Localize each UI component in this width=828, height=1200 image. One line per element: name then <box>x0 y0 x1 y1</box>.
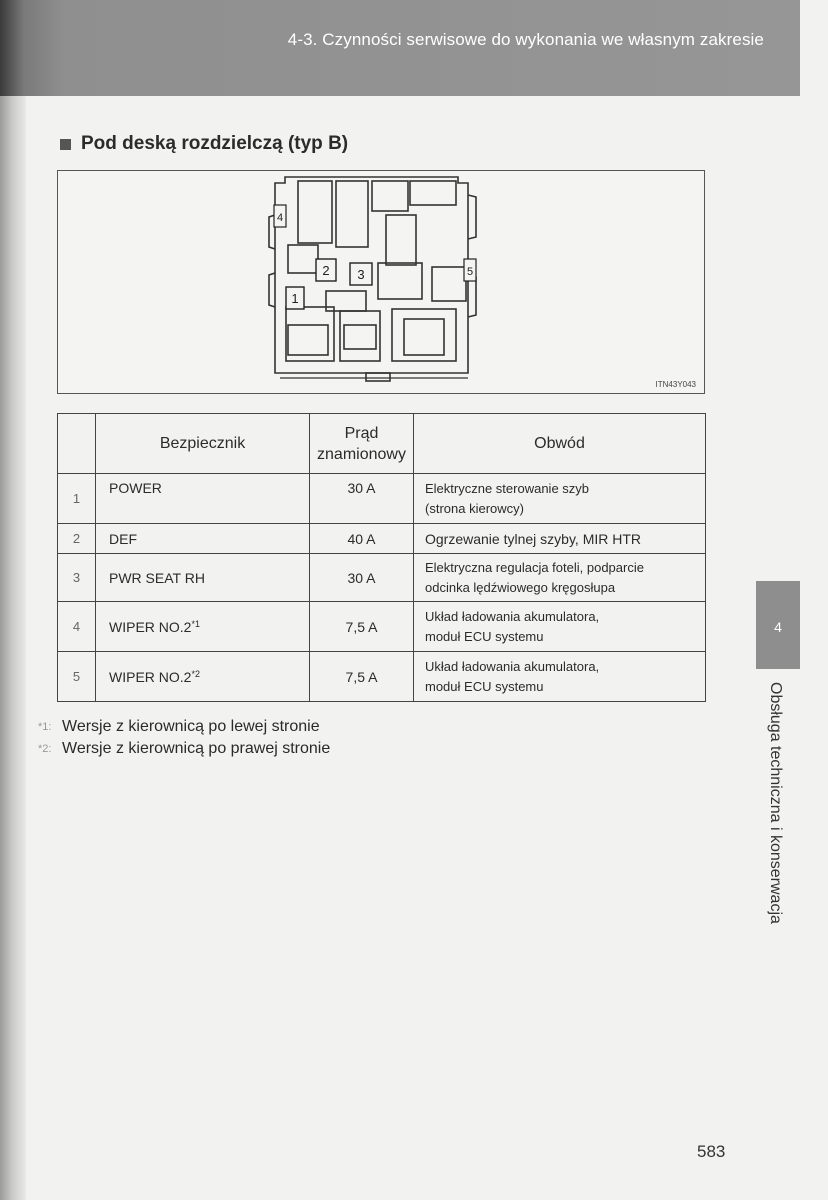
page-binding-shadow <box>0 0 26 1200</box>
circuit-line1: Elektryczne sterowanie szyb <box>425 480 590 496</box>
circuit-line1: Elektryczna regulacja foteli, podparcie <box>425 559 644 575</box>
chapter-title: Obsługa techniczna i konserwacja <box>767 682 784 924</box>
chapter-tab <box>756 581 800 669</box>
row-rating: 30 A <box>310 474 414 524</box>
circuit-line2: moduł ECU systemu <box>425 678 544 694</box>
svg-text:3: 3 <box>357 267 365 282</box>
table-header-row <box>58 414 706 474</box>
circuit-line2: moduł ECU systemu <box>425 628 544 644</box>
row-rating: 40 A <box>310 524 414 554</box>
fuse-table <box>57 413 706 702</box>
header-circuit: Obwód <box>414 414 706 474</box>
row-fuse-name <box>96 602 310 652</box>
fuse-name-text: WIPER NO.2 <box>109 668 192 685</box>
callout-4 <box>274 205 286 227</box>
page-number: 583 <box>697 1142 726 1161</box>
header-rating-line1: Prąd <box>344 424 379 442</box>
svg-text:5: 5 <box>466 266 474 278</box>
footnotes <box>38 716 330 760</box>
circuit-line2: odcinka lędźwiowego kręgosłupa <box>425 579 616 595</box>
row-number: 4 <box>58 602 96 652</box>
footnote <box>38 738 330 760</box>
table-row <box>58 524 706 554</box>
table-row <box>58 652 706 702</box>
footnote-ref: *1 <box>191 618 200 629</box>
row-number: 2 <box>58 524 96 554</box>
header-bar <box>0 0 800 96</box>
footnote-text: Wersje z kierownicą po prawej stronie <box>62 740 331 757</box>
chapter-number: 4 <box>774 619 782 635</box>
header-fuse: Bezpiecznik <box>96 414 310 474</box>
callout-2 <box>316 259 336 281</box>
circuit-line1: Układ ładowania akumulatora, <box>425 658 600 674</box>
row-fuse-name <box>96 652 310 702</box>
callout-1 <box>286 287 304 309</box>
footnote-text: Wersje z kierownicą po lewej stronie <box>62 718 320 735</box>
header-rating <box>310 414 414 474</box>
row-circuit <box>414 652 706 702</box>
callout-3 <box>350 263 372 285</box>
figure-code: ITN43Y043 <box>655 380 696 389</box>
footnote-ref: *2 <box>191 668 200 679</box>
fuse-name-text: WIPER NO.2 <box>109 618 192 635</box>
fuse-name-text: POWER <box>109 480 162 496</box>
row-fuse-name <box>96 554 310 602</box>
row-circuit <box>414 474 706 524</box>
row-rating: 7,5 A <box>310 602 414 652</box>
table-row <box>58 602 706 652</box>
row-number: 5 <box>58 652 96 702</box>
svg-text:4: 4 <box>276 212 284 224</box>
footnote <box>38 716 330 738</box>
fuse-box-diagram <box>268 175 484 389</box>
footnote-mark: *2: <box>38 743 52 755</box>
fuse-name-text: DEF <box>109 530 137 547</box>
footnote-mark: *1: <box>38 721 52 733</box>
row-circuit: Ogrzewanie tylnej szyby, MIR HTR <box>414 524 706 554</box>
row-circuit <box>414 602 706 652</box>
row-number: 1 <box>58 474 96 524</box>
row-rating: 7,5 A <box>310 652 414 702</box>
row-number: 3 <box>58 554 96 602</box>
row-fuse-name <box>96 474 310 524</box>
svg-text:1: 1 <box>291 291 299 306</box>
header-title: 4-3. Czynności serwisowe do wykonania we własnym zakresie <box>287 30 764 49</box>
table-row <box>58 554 706 602</box>
table-row <box>58 474 706 524</box>
circuit-line2: (strona kierowcy) <box>425 500 524 516</box>
fuse-box-figure <box>57 170 705 394</box>
circuit-line1: Układ ładowania akumulatora, <box>425 608 600 624</box>
header-number <box>58 414 96 474</box>
section-heading-text: Pod deską rozdzielczą (typ B) <box>81 133 349 154</box>
callout-5 <box>464 259 476 281</box>
square-bullet-icon <box>60 139 71 150</box>
row-fuse-name <box>96 524 310 554</box>
header-rating-line2: znamionowy <box>317 445 406 463</box>
row-circuit <box>414 554 706 602</box>
fuse-name-text: PWR SEAT RH <box>109 569 205 586</box>
section-heading <box>60 133 348 155</box>
svg-text:2: 2 <box>322 263 330 278</box>
row-rating: 30 A <box>310 554 414 602</box>
